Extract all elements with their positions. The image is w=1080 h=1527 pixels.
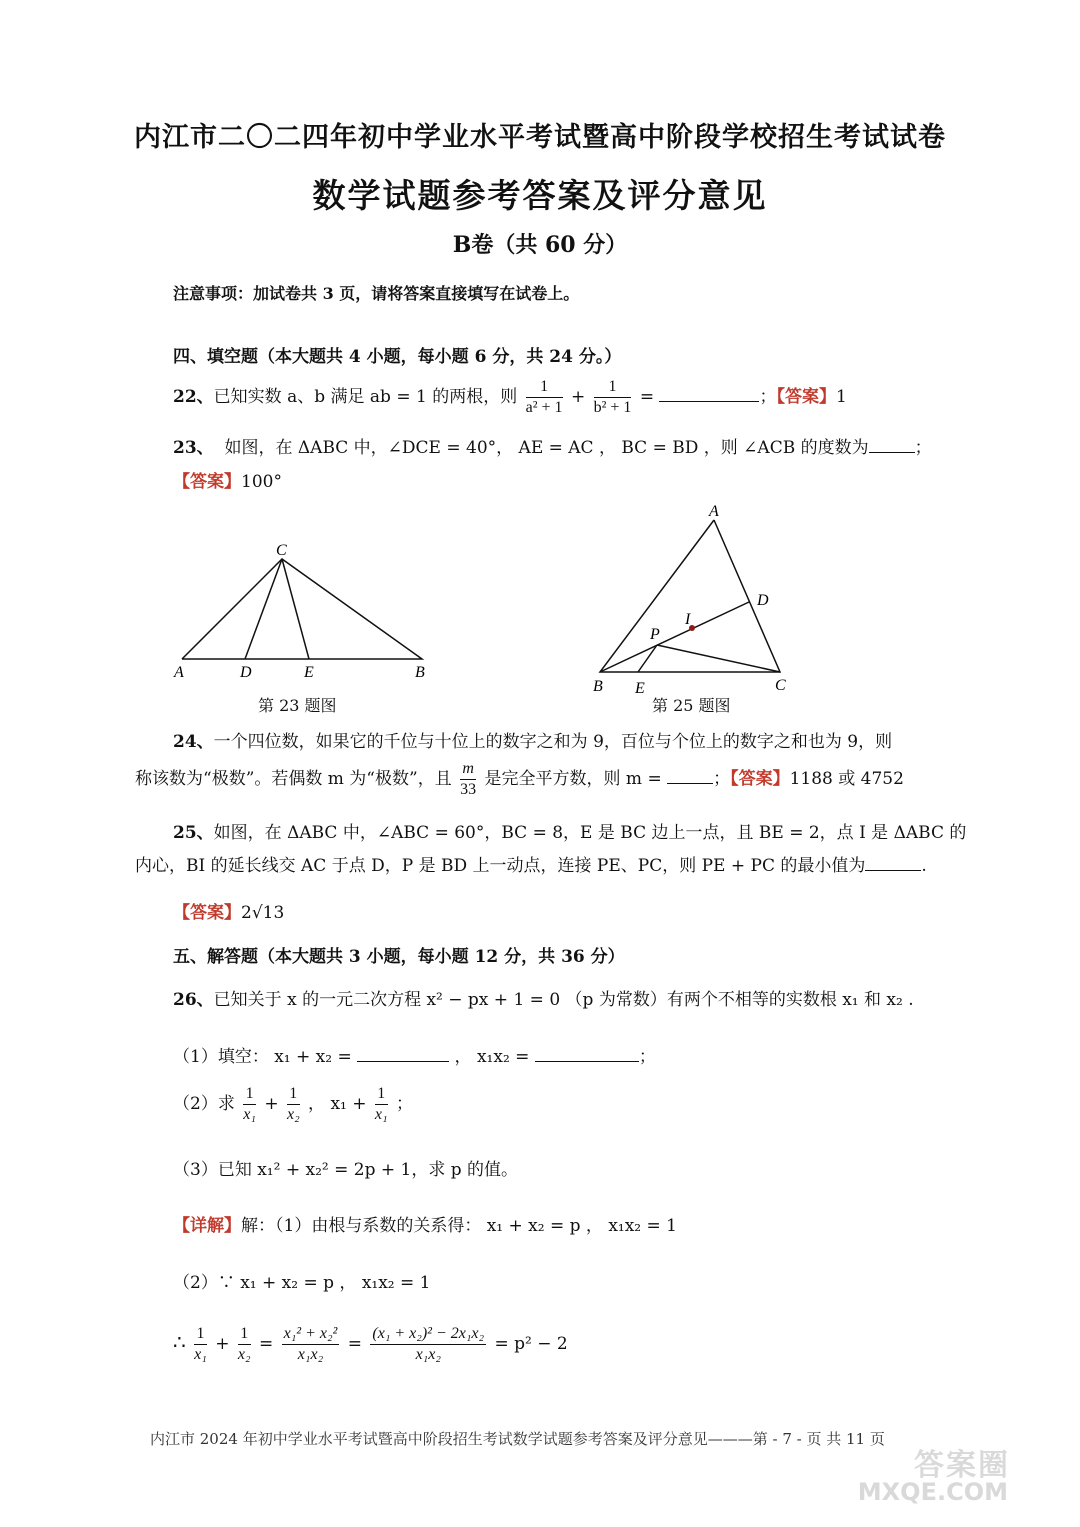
question-text: 是完全平方数，则 m = — [484, 769, 662, 789]
section-heading-fill-in: 四、填空题（本大题共 4 小题，每小题 6 分，共 24 分。） — [173, 347, 622, 367]
label-c: C — [775, 677, 786, 694]
answer-tag: 【答案】 — [730, 769, 790, 789]
answer-value: 1 — [835, 387, 847, 407]
answer-23 — [173, 467, 282, 492]
fraction-denominator: b² + 1 — [593, 399, 632, 416]
answer-blank — [659, 387, 759, 402]
answer-value: 2√13 — [241, 903, 285, 923]
plus-sign: + — [264, 1094, 279, 1114]
fraction-denominator: x₁ — [374, 1106, 388, 1123]
watermark-url: MXQE.COM — [857, 1478, 1008, 1506]
label-a: A — [709, 503, 719, 520]
fraction-denominator: x₂ — [286, 1106, 300, 1123]
question-25-line1 — [173, 818, 966, 843]
solution-line2: （2）∵ x₁ + x₂ = p ， x₁x₂ = 1 — [173, 1273, 431, 1293]
fraction-numerator: 1 — [243, 1085, 256, 1105]
figure-23-caption: 第 23 题图 — [258, 696, 337, 715]
label-e: E — [635, 680, 645, 695]
equals-sign: = — [347, 1334, 362, 1354]
segment-ce — [282, 559, 309, 659]
answer-tag: 【答案】 — [173, 472, 241, 492]
solution-line1 — [173, 1211, 677, 1236]
plus-sign: + — [570, 387, 586, 407]
solution-tag: 【详解】 — [173, 1216, 241, 1236]
fraction — [194, 1325, 207, 1364]
paper-section-label: B卷（共 60 分） — [452, 232, 628, 258]
part-text: ， x₁x₂ = — [454, 1047, 530, 1067]
question-number: 24、 — [173, 732, 214, 752]
separator: ； — [914, 438, 932, 458]
label-a: A — [174, 664, 184, 681]
triangle-abc — [600, 520, 780, 672]
label-e: E — [304, 664, 314, 681]
fraction — [460, 760, 476, 799]
question-text: 已知实数 a、b 满足 ab = 1 的两根，则 — [213, 387, 518, 407]
therefore-symbol: ∴ — [173, 1330, 186, 1354]
answer-blank — [865, 856, 921, 871]
notice-text: 注意事项：加试卷共 3 页，请将答案直接填写在试卷上。 — [173, 284, 580, 303]
solution-text: 解：（1）由根与系数的关系得： x₁ + x₂ = p ， x₁x₂ = 1 — [241, 1216, 677, 1236]
fraction-denominator: x₁x₂ — [297, 1346, 324, 1363]
part-text: ， x₁ + — [308, 1094, 367, 1114]
question-26-part1 — [173, 1042, 656, 1067]
fraction — [282, 1325, 340, 1364]
answer-blank — [357, 1047, 449, 1062]
separator: . — [921, 856, 927, 876]
fraction-numerator: 1 — [594, 378, 632, 398]
fraction-numerator: 1 — [238, 1325, 251, 1345]
fraction-denominator: x₁ — [243, 1106, 256, 1123]
separator: ； — [396, 1094, 413, 1114]
question-text: 如图，在 ΔABC 中，∠ABC = 60°，BC = 8，E 是 BC 边上一点，且 BE = 2，点 I 是 ΔABC 的 — [213, 823, 967, 843]
fraction-denominator: x₁ — [194, 1346, 207, 1363]
label-d: D — [240, 664, 252, 681]
page-footer: 内江市 2024 年初中学业水平考试暨高中阶段招生考试数学试题参考答案及评分意见———第 - 7 - 页 共 11 页 — [150, 1430, 885, 1448]
fraction-numerator: 1 — [287, 1085, 300, 1105]
plus-sign: + — [215, 1334, 230, 1354]
fraction — [287, 1085, 300, 1124]
part-text: （2）求 — [173, 1094, 235, 1114]
watermark-logo: 答案圈 — [914, 1448, 1010, 1483]
fraction-numerator: 1 — [194, 1325, 207, 1345]
fraction-denominator: x₂ — [237, 1346, 251, 1363]
question-number: 25、 — [173, 823, 214, 843]
label-b: B — [415, 664, 425, 681]
solution-line3 — [173, 1325, 568, 1364]
triangle-abc — [182, 559, 422, 659]
separator: ； — [638, 1047, 656, 1067]
fraction-numerator: (x₁ + x₂)² − 2x₁x₂ — [370, 1325, 486, 1345]
answer-value: 1188 或 4752 — [789, 769, 904, 789]
segment-cd — [245, 559, 282, 659]
answer-blank — [535, 1047, 639, 1062]
question-text: 称该数为“极数”。若偶数 m 为“极数”，且 — [135, 769, 452, 789]
fraction — [370, 1325, 486, 1364]
figure-23 — [165, 535, 445, 685]
label-c: C — [276, 542, 287, 559]
separator: ； — [759, 387, 777, 407]
question-text: 已知关于 x 的一元二次方程 x² − px + 1 = 0 （p 为常数）有两个不相等的实数根 x₁ 和 x₂ . — [213, 990, 914, 1010]
question-25-line2 — [135, 851, 927, 876]
fraction-numerator: 1 — [526, 378, 563, 398]
question-text: 内心，BI 的延长线交 AC 于点 D，P 是 BD 上一动点，连接 PE、PC，则 PE + PC 的最小值为 — [135, 856, 866, 876]
answer-tag: 【答案】 — [776, 387, 836, 407]
fraction — [238, 1325, 251, 1364]
question-26-part2 — [173, 1085, 413, 1124]
fraction — [526, 378, 563, 417]
label-b: B — [593, 678, 603, 695]
fraction — [243, 1085, 256, 1124]
question-26 — [173, 985, 914, 1010]
question-24-line2 — [135, 760, 904, 799]
fraction — [594, 378, 632, 417]
answer-25 — [173, 898, 284, 923]
figure-25 — [585, 500, 805, 695]
label-i: I — [685, 611, 691, 628]
question-text: 如图，在 ΔABC 中，∠DCE = 40°， AE = AC ， BC = BD ，则 ∠ACB 的度数为 — [224, 438, 869, 458]
answer-value: 100° — [241, 472, 282, 492]
question-23 — [173, 433, 932, 458]
question-number: 26、 — [173, 990, 214, 1010]
segment-pc — [657, 645, 780, 672]
fraction-numerator: x₁² + x₂² — [282, 1325, 340, 1345]
fraction-denominator: x₁x₂ — [415, 1346, 441, 1363]
result-text: = p² − 2 — [494, 1334, 568, 1354]
part-text: （1）填空： x₁ + x₂ = — [173, 1047, 352, 1067]
fraction-denominator: 33 — [460, 781, 477, 798]
fraction-numerator: m — [460, 760, 476, 780]
document-title: 内江市二〇二四年初中学业水平考试暨高中阶段学校招生考试试卷 — [134, 122, 946, 153]
answer-blank — [869, 438, 915, 453]
equals-sign: = — [639, 387, 655, 407]
question-number: 22、 — [173, 387, 214, 407]
answer-tag: 【答案】 — [173, 903, 241, 923]
answer-blank — [667, 769, 713, 784]
document-subtitle: 数学试题参考答案及评分意见 — [312, 176, 768, 215]
figure-25-caption: 第 25 题图 — [652, 696, 731, 715]
label-d: D — [757, 592, 769, 609]
question-text: 一个四位数，如果它的千位与十位上的数字之和为 9，百位与个位上的数字之和也为 9，则 — [213, 732, 893, 752]
question-22 — [173, 378, 847, 417]
section-heading-solutions: 五、解答题（本大题共 3 小题，每小题 12 分，共 36 分） — [173, 947, 625, 967]
question-24-line1 — [173, 727, 892, 752]
label-p: P — [650, 626, 660, 643]
fraction — [375, 1085, 388, 1124]
fraction-numerator: 1 — [375, 1085, 388, 1105]
question-26-part3: （3）已知 x₁² + x₂² = 2p + 1，求 p 的值。 — [173, 1160, 519, 1180]
separator: ； — [713, 769, 731, 789]
equals-sign: = — [258, 1334, 274, 1354]
segment-bd — [600, 602, 749, 672]
question-number: 23、 — [173, 438, 214, 458]
fraction-denominator: a² + 1 — [525, 399, 563, 416]
